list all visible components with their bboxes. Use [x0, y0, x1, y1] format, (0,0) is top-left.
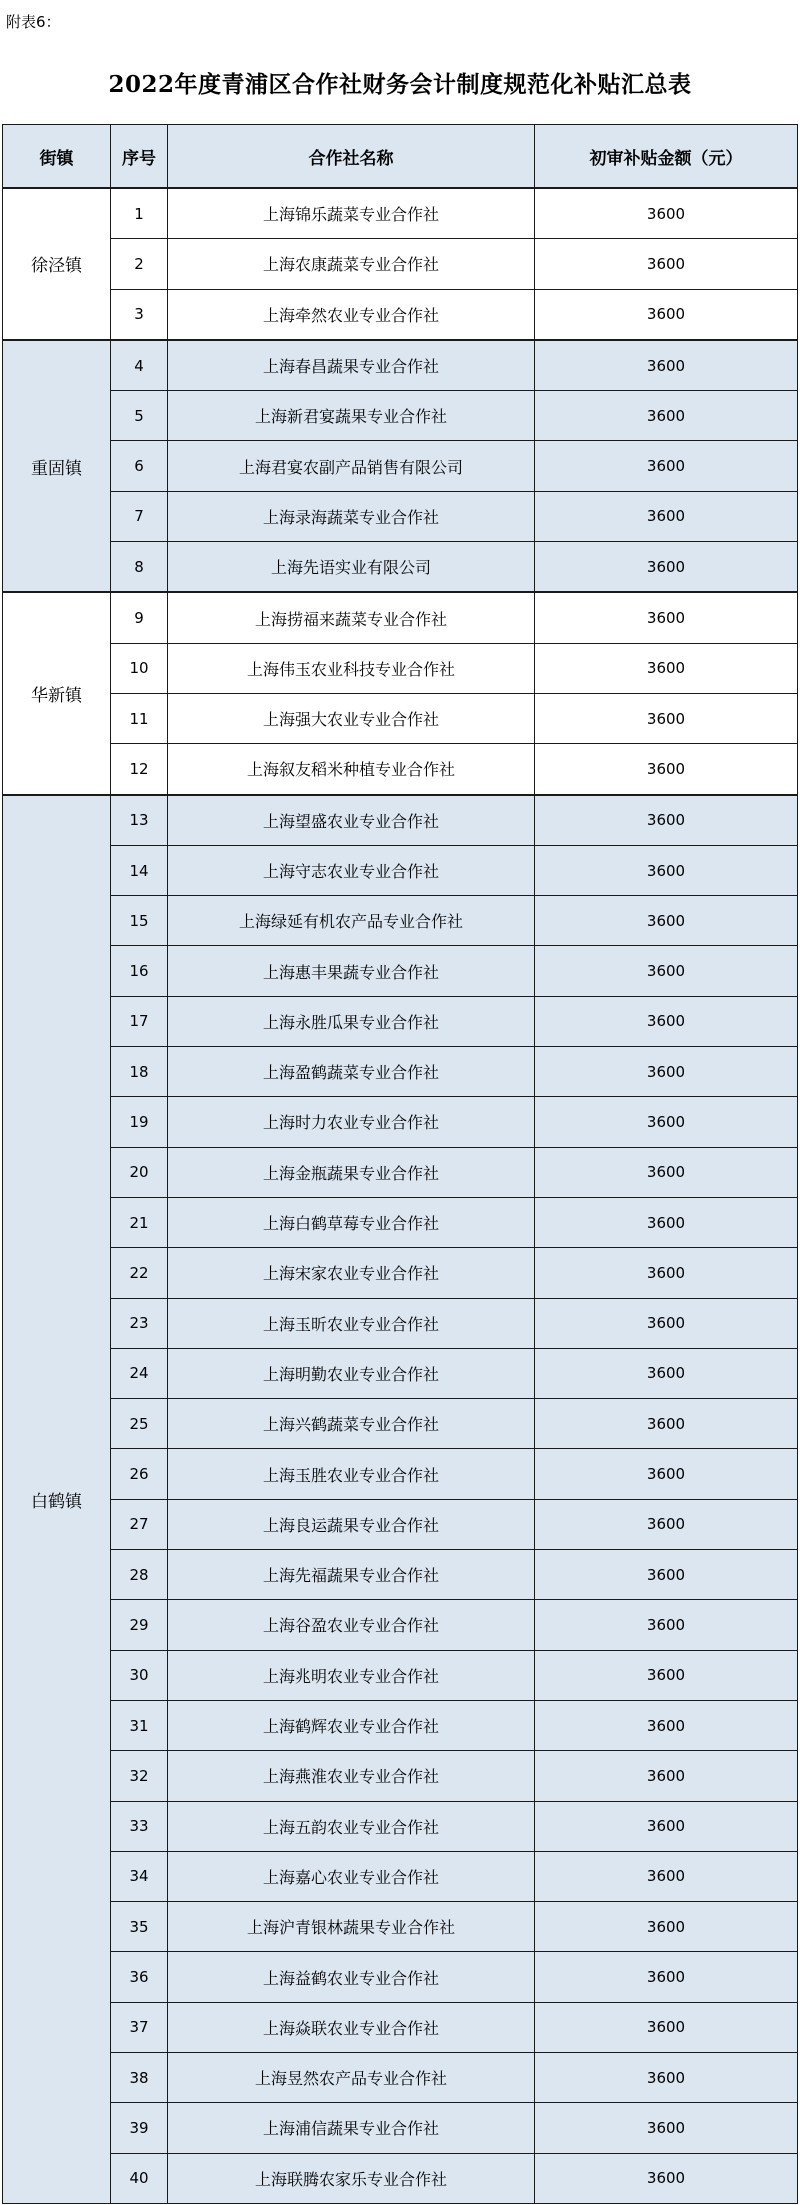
serial-number-cell: 17	[111, 996, 168, 1046]
cooperative-name-cell: 上海牵然农业专业合作社	[168, 289, 535, 340]
document-title: 2022年度青浦区合作社财务会计制度规范化补贴汇总表	[108, 71, 692, 98]
attachment-caption: 附表6：	[6, 13, 61, 31]
subsidy-amount-cell: 3600	[535, 1399, 798, 1449]
serial-number-cell: 20	[111, 1147, 168, 1197]
table-row	[3, 592, 798, 643]
cooperative-name-cell: 上海新君宴蔬果专业合作社	[168, 391, 535, 441]
serial-number-cell: 24	[111, 1348, 168, 1398]
subsidy-amount-cell: 3600	[535, 1147, 798, 1197]
serial-number-cell: 37	[111, 2002, 168, 2052]
table-body	[3, 188, 798, 2203]
table-row	[3, 896, 798, 946]
header-row	[3, 125, 798, 189]
town-cell: 白鹤镇	[3, 795, 111, 2204]
table-row	[3, 845, 798, 895]
subsidy-amount-cell: 3600	[535, 1902, 798, 1952]
table-row	[3, 1600, 798, 1650]
table-row	[3, 1097, 798, 1147]
table-row	[3, 996, 798, 1046]
serial-number-cell: 35	[111, 1902, 168, 1952]
cooperative-name-cell: 上海玉胜农业专业合作社	[168, 1449, 535, 1499]
subsidy-summary-table	[2, 124, 798, 2204]
cooperative-name-cell: 上海白鹤草莓专业合作社	[168, 1197, 535, 1247]
serial-number-cell: 22	[111, 1248, 168, 1298]
cooperative-name-cell: 上海良运蔬果专业合作社	[168, 1499, 535, 1549]
subsidy-amount-cell: 3600	[535, 1650, 798, 1700]
serial-number-cell: 10	[111, 643, 168, 693]
table-row	[3, 1700, 798, 1750]
subsidy-amount-cell: 3600	[535, 1600, 798, 1650]
cooperative-name-cell: 上海守志农业专业合作社	[168, 845, 535, 895]
table-row	[3, 2002, 798, 2052]
subsidy-amount-cell: 3600	[535, 795, 798, 846]
table-row	[3, 1399, 798, 1449]
serial-number-cell: 23	[111, 1298, 168, 1348]
cooperative-name-cell: 上海锦乐蔬菜专业合作社	[168, 188, 535, 239]
table-row	[3, 188, 798, 239]
subsidy-amount-cell: 3600	[535, 2002, 798, 2052]
table-row	[3, 795, 798, 846]
serial-number-cell: 3	[111, 289, 168, 340]
cooperative-name-cell: 上海五韵农业专业合作社	[168, 1801, 535, 1851]
subsidy-amount-cell: 3600	[535, 643, 798, 693]
cooperative-name-cell: 上海兆明农业专业合作社	[168, 1650, 535, 1700]
subsidy-amount-cell: 3600	[535, 441, 798, 491]
serial-number-cell: 28	[111, 1550, 168, 1600]
subsidy-amount-cell: 3600	[535, 996, 798, 1046]
cooperative-name-cell: 上海沪青银林蔬果专业合作社	[168, 1902, 535, 1952]
serial-number-cell: 6	[111, 441, 168, 491]
town-cell: 华新镇	[3, 592, 111, 794]
cooperative-name-cell: 上海鹤辉农业专业合作社	[168, 1700, 535, 1750]
cooperative-name-cell: 上海明勤农业专业合作社	[168, 1348, 535, 1398]
serial-number-cell: 32	[111, 1751, 168, 1801]
table-row	[3, 441, 798, 491]
table-row	[3, 1348, 798, 1398]
table-row	[3, 1801, 798, 1851]
cooperative-name-cell: 上海录海蔬菜专业合作社	[168, 491, 535, 541]
serial-number-cell: 9	[111, 592, 168, 643]
serial-number-cell: 29	[111, 1600, 168, 1650]
table-row	[3, 946, 798, 996]
subsidy-amount-cell: 3600	[535, 2052, 798, 2102]
table-row	[3, 1298, 798, 1348]
column-header-no: 序号	[111, 125, 168, 189]
serial-number-cell: 26	[111, 1449, 168, 1499]
subsidy-amount-cell: 3600	[535, 1248, 798, 1298]
serial-number-cell: 7	[111, 491, 168, 541]
subsidy-amount-cell: 3600	[535, 744, 798, 795]
cooperative-name-cell: 上海伟玉农业科技专业合作社	[168, 643, 535, 693]
cooperative-name-cell: 上海捞福来蔬菜专业合作社	[168, 592, 535, 643]
serial-number-cell: 19	[111, 1097, 168, 1147]
serial-number-cell: 40	[111, 2153, 168, 2203]
cooperative-name-cell: 上海燕淮农业专业合作社	[168, 1751, 535, 1801]
table-row	[3, 1550, 798, 1600]
serial-number-cell: 39	[111, 2103, 168, 2153]
subsidy-amount-cell: 3600	[535, 542, 798, 593]
subsidy-amount-cell: 3600	[535, 491, 798, 541]
town-cell: 重固镇	[3, 340, 111, 592]
subsidy-amount-cell: 3600	[535, 1550, 798, 1600]
serial-number-cell: 30	[111, 1650, 168, 1700]
serial-number-cell: 33	[111, 1801, 168, 1851]
serial-number-cell: 34	[111, 1851, 168, 1901]
table-row	[3, 1499, 798, 1549]
cooperative-name-cell: 上海兴鹤蔬菜专业合作社	[168, 1399, 535, 1449]
subsidy-amount-cell: 3600	[535, 1197, 798, 1247]
serial-number-cell: 12	[111, 744, 168, 795]
cooperative-name-cell: 上海盈鹤蔬菜专业合作社	[168, 1047, 535, 1097]
table-row	[3, 693, 798, 743]
subsidy-amount-cell: 3600	[535, 1801, 798, 1851]
cooperative-name-cell: 上海叙友稻米种植专业合作社	[168, 744, 535, 795]
subsidy-amount-cell: 3600	[535, 1499, 798, 1549]
cooperative-name-cell: 上海先语实业有限公司	[168, 542, 535, 593]
table-row	[3, 1952, 798, 2002]
cooperative-name-cell: 上海联腾农家乐专业合作社	[168, 2153, 535, 2203]
cooperative-name-cell: 上海嘉心农业专业合作社	[168, 1851, 535, 1901]
serial-number-cell: 36	[111, 1952, 168, 2002]
subsidy-amount-cell: 3600	[535, 1348, 798, 1398]
cooperative-name-cell: 上海宋家农业专业合作社	[168, 1248, 535, 1298]
table-row	[3, 491, 798, 541]
cooperative-name-cell: 上海君宴农副产品销售有限公司	[168, 441, 535, 491]
cooperative-name-cell: 上海玉昕农业专业合作社	[168, 1298, 535, 1348]
cooperative-name-cell: 上海昱然农产品专业合作社	[168, 2052, 535, 2102]
table-row	[3, 1449, 798, 1499]
serial-number-cell: 1	[111, 188, 168, 239]
table-row	[3, 1751, 798, 1801]
subsidy-amount-cell: 3600	[535, 1952, 798, 2002]
serial-number-cell: 15	[111, 896, 168, 946]
subsidy-amount-cell: 3600	[535, 1751, 798, 1801]
serial-number-cell: 13	[111, 795, 168, 846]
serial-number-cell: 2	[111, 239, 168, 289]
serial-number-cell: 8	[111, 542, 168, 593]
table-row	[3, 1197, 798, 1247]
serial-number-cell: 5	[111, 391, 168, 441]
cooperative-name-cell: 上海益鹤农业专业合作社	[168, 1952, 535, 2002]
subsidy-amount-cell: 3600	[535, 2153, 798, 2203]
table-row	[3, 1248, 798, 1298]
cooperative-name-cell: 上海望盛农业专业合作社	[168, 795, 535, 846]
table-row	[3, 1902, 798, 1952]
table-row	[3, 391, 798, 441]
serial-number-cell: 18	[111, 1047, 168, 1097]
cooperative-name-cell: 上海春昌蔬果专业合作社	[168, 340, 535, 391]
table-row	[3, 289, 798, 340]
table-row	[3, 2153, 798, 2203]
subsidy-amount-cell: 3600	[535, 188, 798, 239]
cooperative-name-cell: 上海绿延有机农产品专业合作社	[168, 896, 535, 946]
serial-number-cell: 31	[111, 1700, 168, 1750]
serial-number-cell: 27	[111, 1499, 168, 1549]
subsidy-amount-cell: 3600	[535, 592, 798, 643]
table-row	[3, 340, 798, 391]
subsidy-amount-cell: 3600	[535, 693, 798, 743]
serial-number-cell: 14	[111, 845, 168, 895]
subsidy-amount-cell: 3600	[535, 1851, 798, 1901]
table-row	[3, 1047, 798, 1097]
serial-number-cell: 21	[111, 1197, 168, 1247]
table-row	[3, 643, 798, 693]
cooperative-name-cell: 上海惠丰果蔬专业合作社	[168, 946, 535, 996]
table-row	[3, 744, 798, 795]
subsidy-amount-cell: 3600	[535, 1097, 798, 1147]
subsidy-amount-cell: 3600	[535, 1700, 798, 1750]
cooperative-name-cell: 上海焱联农业专业合作社	[168, 2002, 535, 2052]
subsidy-amount-cell: 3600	[535, 1298, 798, 1348]
subsidy-amount-cell: 3600	[535, 239, 798, 289]
table-row	[3, 1851, 798, 1901]
column-header-amount: 初审补贴金额（元）	[535, 125, 798, 189]
table-row	[3, 542, 798, 593]
cooperative-name-cell: 上海永胜瓜果专业合作社	[168, 996, 535, 1046]
table-row	[3, 1650, 798, 1700]
subsidy-amount-cell: 3600	[535, 2103, 798, 2153]
subsidy-amount-cell: 3600	[535, 1449, 798, 1499]
serial-number-cell: 38	[111, 2052, 168, 2102]
cooperative-name-cell: 上海时力农业专业合作社	[168, 1097, 535, 1147]
cooperative-name-cell: 上海先福蔬果专业合作社	[168, 1550, 535, 1600]
serial-number-cell: 25	[111, 1399, 168, 1449]
column-header-town: 街镇	[3, 125, 111, 189]
serial-number-cell: 16	[111, 946, 168, 996]
subsidy-amount-cell: 3600	[535, 845, 798, 895]
table-row	[3, 2103, 798, 2153]
town-cell: 徐泾镇	[3, 188, 111, 340]
table-row	[3, 2052, 798, 2102]
subsidy-amount-cell: 3600	[535, 340, 798, 391]
cooperative-name-cell: 上海浦信蔬果专业合作社	[168, 2103, 535, 2153]
serial-number-cell: 4	[111, 340, 168, 391]
subsidy-amount-cell: 3600	[535, 896, 798, 946]
subsidy-amount-cell: 3600	[535, 289, 798, 340]
table-row	[3, 1147, 798, 1197]
table-row	[3, 239, 798, 289]
cooperative-name-cell: 上海谷盈农业专业合作社	[168, 1600, 535, 1650]
subsidy-amount-cell: 3600	[535, 1047, 798, 1097]
column-header-name: 合作社名称	[168, 125, 535, 189]
cooperative-name-cell: 上海强大农业专业合作社	[168, 693, 535, 743]
table-header	[3, 125, 798, 189]
cooperative-name-cell: 上海农康蔬菜专业合作社	[168, 239, 535, 289]
subsidy-amount-cell: 3600	[535, 391, 798, 441]
subsidy-amount-cell: 3600	[535, 946, 798, 996]
cooperative-name-cell: 上海金瓶蔬果专业合作社	[168, 1147, 535, 1197]
serial-number-cell: 11	[111, 693, 168, 743]
